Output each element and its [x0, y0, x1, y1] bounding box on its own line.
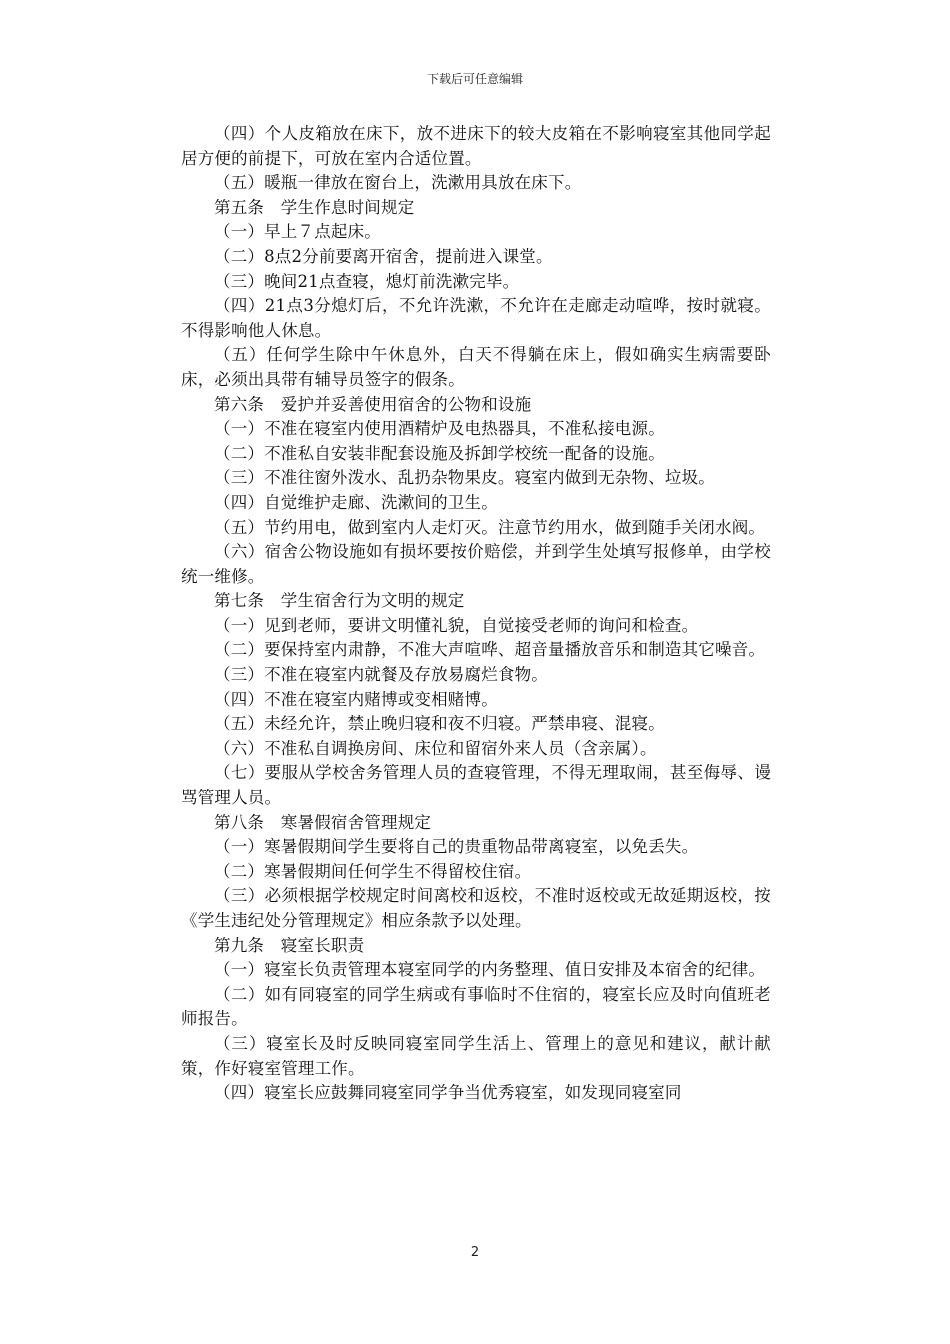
paragraph: （四）不准在寝室内赌博或变相赌博。 — [214, 689, 498, 709]
article-heading: 第七条 学生宿舍行为文明的规定 — [214, 591, 465, 611]
paragraph: （二）如有同寝室的同学生病或有事临时不住宿的，寝室长应及时向值班老师报告。 — [181, 984, 771, 1029]
paragraph: （五）任何学生除中午休息外，白天不得躺在床上，假如确实生病需要卧床，必须出具带有辅导员签字的假条。 — [181, 345, 771, 389]
article-heading: 第六条 爱护并妥善使用宿舍的公物和设施 — [214, 394, 532, 414]
paragraph: （一）早上７点起床。 — [214, 222, 381, 242]
paragraph: （七）要服从学校舍务管理人员的查寝管理，不得无理取闹，甚至侮辱、谩骂管理人员。 — [181, 763, 771, 808]
document-body — [181, 122, 771, 1106]
paragraph: （三）不准往窗外泼水、乱扔杂物果皮。寝室内做到无杂物、垃圾。 — [214, 468, 715, 488]
paragraph: （三）晚间21点查寝，熄灯前洗漱完毕。 — [214, 271, 520, 291]
paragraph: （一）寝室长负责管理本寝室同学的内务整理、值日安排及本宿舍的纪律。 — [214, 960, 766, 980]
paragraph: （四）个人皮箱放在床下，放不进床下的较大皮箱在不影响寝室其他同学起居方便的前提下，可放在室内合适位置。 — [181, 124, 771, 168]
page-header: 下载后可任意编辑 — [426, 72, 523, 86]
paragraph: （五）节约用电，做到室内人走灯灭。注意节约用水，做到随手关闭水阀。 — [214, 517, 766, 537]
paragraph: （三）不准在寝室内就餐及存放易腐烂食物。 — [214, 665, 548, 685]
paragraph: （六）不准私自调换房间、床位和留宿外来人员（含亲属）。 — [214, 738, 657, 758]
article-heading: 第八条 寒暑假宿舍管理规定 — [214, 812, 432, 832]
paragraph: （五）暖瓶一律放在窗台上，洗漱用具放在床下。 — [214, 173, 582, 193]
page-number: 2 — [470, 1245, 480, 1260]
paragraph: （三）必须根据学校规定时间离校和返校，不准时返校或无故延期返校，按《学生违纪处分管理规定》相应条款予以处理。 — [181, 886, 771, 930]
paragraph: （一）见到老师，要讲文明懂礼貌，自觉接受老师的询问和检查。 — [214, 615, 699, 635]
paragraph: （二）寒暑假期间任何学生不得留校住宿。 — [214, 861, 532, 881]
paragraph: （五）未经允许，禁止晚归寝和夜不归寝。严禁串寝、混寝。 — [214, 714, 665, 734]
paragraph: （三）寝室长及时反映同寝室同学生活上、管理上的意见和建议，献计献策，作好寝室管理工作。 — [181, 1033, 771, 1078]
paragraph: （二）8点2分前要离开宿舍，提前进入课堂。 — [214, 246, 553, 266]
article-heading: 第九条 寝室长职责 — [214, 935, 365, 955]
paragraph: （六）宿舍公物设施如有损坏要按价赔偿，并到学生处填写报修单，由学校统一维修。 — [181, 542, 771, 586]
paragraph: （一）寒暑假期间学生要将自己的贵重物品带离寝室，以免丢失。 — [214, 837, 699, 857]
paragraph: （四）自觉维护走廊、洗漱间的卫生。 — [214, 492, 498, 512]
paragraph: （二）要保持室内肃静，不准大声喧哗、超音量播放音乐和制造其它噪音。 — [214, 640, 766, 660]
article-heading: 第五条 学生作息时间规定 — [214, 197, 415, 217]
paragraph: （四）寝室长应鼓舞同寝室同学争当优秀寝室，如发现同寝室同 — [214, 1083, 682, 1103]
paragraph: （一）不准在寝室内使用酒精炉及电热器具，不准私接电源。 — [214, 419, 665, 439]
paragraph: （二）不准私自安装非配套设施及拆卸学校统一配备的设施。 — [214, 443, 665, 463]
paragraph: （四）21点3分熄灯后，不允许洗漱，不允许在走廊走动喧哗，按时就寝。不得影响他人休息。 — [181, 296, 771, 340]
